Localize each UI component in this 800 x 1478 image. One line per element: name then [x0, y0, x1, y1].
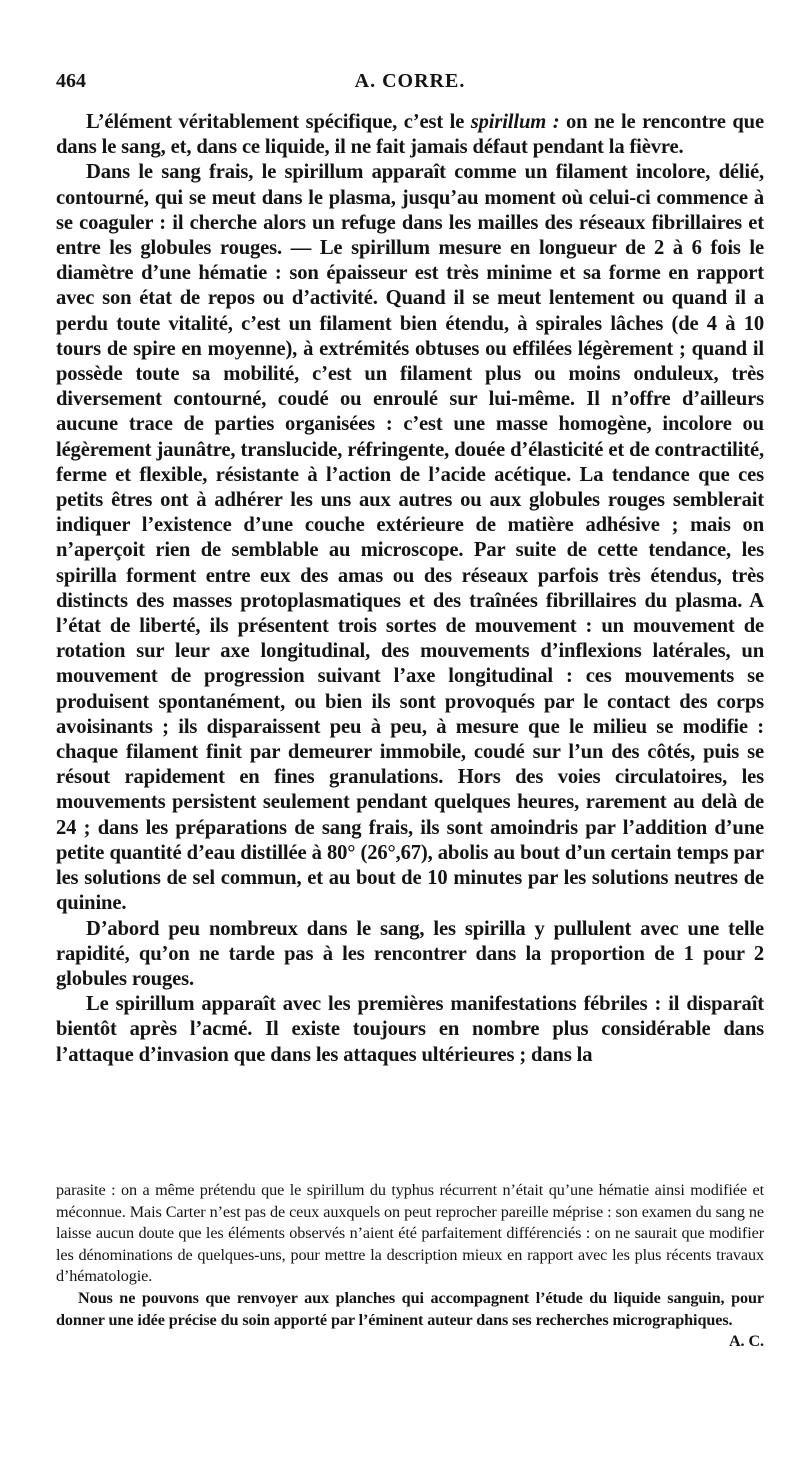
- paragraph-appearance: Le spirillum apparaît avec les premières manifestations fébriles : il disparaît bientôt après l’acmé. Il existe toujours en nombre plus considérable dans l’attaque d’invasion que dans les attaques ultérieures ; dans la: [56, 993, 764, 1066]
- paragraph-spirillum-intro: [56, 110, 764, 160]
- running-head: A. CORRE.: [354, 70, 466, 92]
- signature: A. C.: [728, 1332, 764, 1351]
- body-text: [56, 110, 764, 1068]
- page-number: 464: [56, 70, 86, 92]
- footnote-paragraph-note: [56, 1288, 764, 1351]
- paragraph-description: Dans le sang frais, le spirillum apparaît comme un filament incolore, délié, contourné, qui se meut dans le plasma, jusqu’au moment où celui-ci commence à se coaguler : il cherche alors un refuge dans les mailles des réseaux fibrillaires et entre les globules rouges. — Le spirillum mesure en longueur de 2 à 6 fois le diamètre d’une hématie : son épaisseur est très minime et sa forme en rapport avec son état de repos ou d’activité. Quand il se meut lentement ou quand il a perdu toute vitalité, c’est un filament bien étendu, à spirales lâches (de 4 à 10 tours de spire en moyenne), à extrémités obtuses ou effilées légèrement ; quand il possède toute sa mobilité, c’est un filament plus ou moins onduleux, très diversement contourné, coudé ou enroulé sur lui-même. Il n’offre d’ailleurs aucune trace de parties organisées : c’est une masse homogène, incolore ou légèrement jaunâtre, translucide, réfringente, douée d’élasticité et de contractilité, ferme et flexible, résistante à l’action de l’acide acétique. La tendance que ces petits êtres ont à adhérer les uns aux autres ou aux globules rouges semblerait indiquer l’existence d’une couche extérieure de matière adhésive ; mais on n’aperçoit rien de semblable au microscope. Par suite de cette tendance, les spirilla forment entre eux des amas ou des réseaux parfois très étendus, très distincts des masses protoplasmatiques et des traînées fibrillaires du plasma. A l’état de liberté, ils présentent trois sortes de mouvement : un mouvement de rotation sur leur axe longitudinal, des mouvements d’inflexions latérales, un mouvement de progression suivant l’axe longitudinal : ces mouvements se produisent spontanément, ou bien ils sont provoqués par le contact des corps avoisinants ; ils disparaissent peu à peu, à mesure que le milieu se modifie : chaque filament finit par demeurer immobile, coudé sur l’un des côtés, puis se résout rapidement en fines granulations. Hors des voies circulatoires, les mouvements persistent seulement pendant quelques heures, rarement au delà de 24 ; dans les préparations de sang frais, ils sont amoindris par l’addition d’une petite quantité d’eau distillée à 80° (26°,67), abolis au bout d’un certain temps par les solutions de sel commun, et au bout de 10 minutes par les solutions neutres de quinine.: [56, 161, 764, 915]
- footnote-paragraph: parasite : on a même prétendu que le spirillum du typhus récurrent n’était qu’une hématie ainsi modifiée et méconnue. Mais Carter n’est pas de ceux auxquels on peut reprocher pareille méprise : son examen du sang ne laisse aucun doute que les éléments observés n’aient été parfaitement différenciés : on ne saurait que modifier les dénominations de quelques-uns, pour mettre la description mieux en rapport avec les plus récents travaux d’hématologie.: [56, 1181, 764, 1286]
- footnote-note-text: Nous ne pouvons que renvoyer aux planches qui accompagnent l’étude du liquide sanguin, pour donner une idée précise du soin apporté par l’éminent auteur dans ses recherches micrographiques.: [56, 1288, 764, 1329]
- paragraph-text: L’élément véritablement spécifique, c’est le: [86, 111, 471, 133]
- paragraph-text: on ne le rencontre que dans le sang, et, dans ce liquide, il ne fait jamais défaut pendant la fièvre.: [56, 111, 764, 159]
- page-header: [56, 70, 764, 100]
- paragraph-proliferation: D’abord peu nombreux dans le sang, les spirilla y pullulent avec une telle rapidité, qu’on ne tarde pas à les rencontrer dans la proportion de 1 pour 2 globules rouges.: [56, 917, 764, 990]
- footnote: [56, 1180, 764, 1353]
- italic-term: spirillum :: [470, 111, 560, 133]
